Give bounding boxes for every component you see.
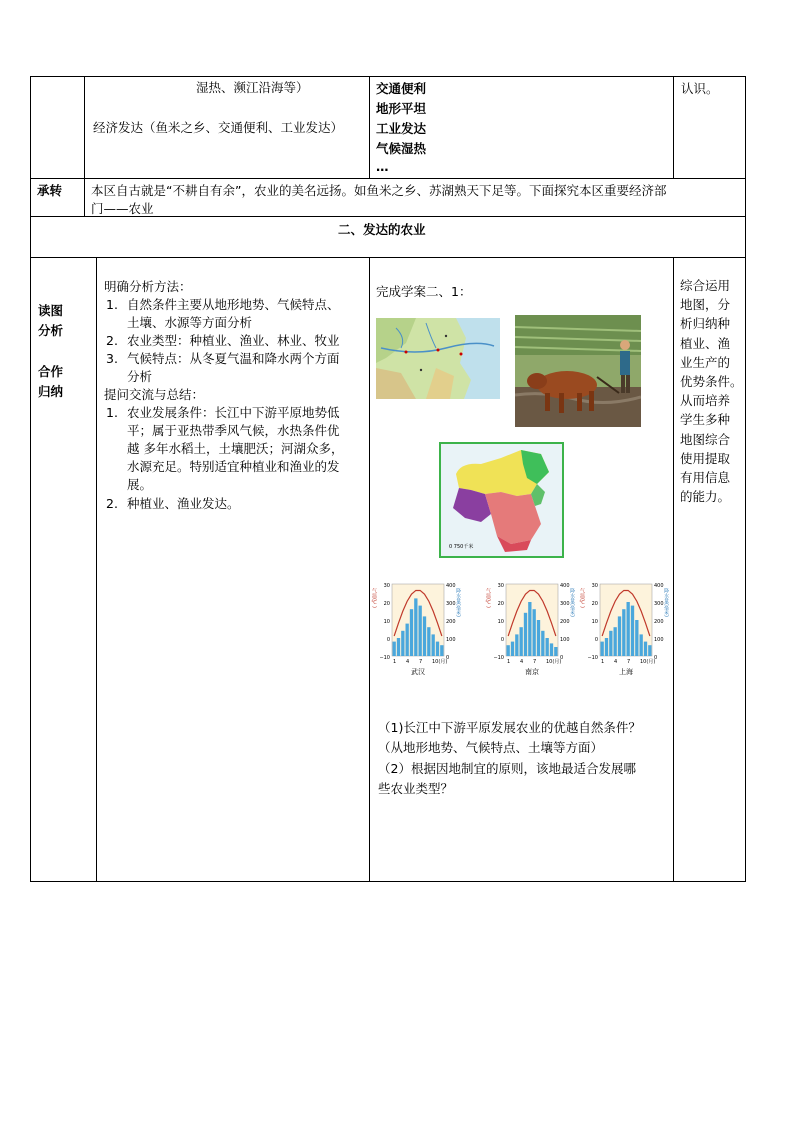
method-num: 3. bbox=[106, 351, 118, 366]
temp-tick-label: 10 bbox=[383, 619, 390, 625]
temp-tick-label: 30 bbox=[497, 583, 504, 589]
precip-bar bbox=[640, 634, 643, 656]
month-tick-label: 1 bbox=[393, 659, 397, 665]
temp-tick-label: 0 bbox=[594, 637, 598, 643]
precip-bar bbox=[440, 645, 443, 656]
temp-tick-label: 0 bbox=[386, 637, 390, 643]
precip-bar bbox=[427, 627, 430, 656]
precip-tick-label: 200 bbox=[446, 619, 456, 625]
month-tick-label: 10(月) bbox=[546, 659, 562, 665]
temp-tick-label: 20 bbox=[591, 601, 598, 607]
goal-line: 从而培养 bbox=[680, 393, 731, 409]
precip-tick-label: 100 bbox=[654, 637, 664, 643]
summary-line: 种植业、渔业发达。 bbox=[127, 496, 240, 511]
goal-line: 学生多种 bbox=[680, 412, 731, 428]
method-title: 明确分析方法： bbox=[104, 279, 192, 294]
method-line: 气候特点：从冬夏气温和降水两个方面 bbox=[127, 351, 340, 366]
precip-bar bbox=[432, 634, 435, 656]
precip-axis-label: 降水量(毫米) bbox=[569, 588, 575, 617]
method-line: 分析 bbox=[127, 369, 153, 384]
temp-tick-label: −10 bbox=[493, 655, 504, 661]
method-line: 自然条件主要从地形地势、气候特点、 bbox=[127, 297, 340, 312]
precip-bar bbox=[546, 638, 549, 656]
goal-line: 地图，分 bbox=[680, 297, 731, 313]
temp-tick-label: −10 bbox=[379, 655, 390, 661]
precip-bar bbox=[507, 645, 510, 656]
method-line: 农业类型：种植业、渔业、林业、牧业 bbox=[127, 333, 340, 348]
precip-bar bbox=[414, 598, 417, 656]
precip-bar bbox=[622, 609, 625, 656]
temp-tick-label: 10 bbox=[497, 619, 504, 625]
temp-tick-label: 20 bbox=[383, 601, 390, 607]
precip-bar bbox=[528, 602, 531, 656]
transition-text-line2: 门——农业 bbox=[91, 201, 154, 216]
precip-tick-label: 300 bbox=[654, 601, 664, 607]
map-scale: 0 750千米 bbox=[449, 544, 474, 550]
city-label: 武汉 bbox=[411, 668, 425, 676]
summary-line: 水源充足。特别适宜种植业和渔业的发 bbox=[127, 459, 340, 474]
month-tick-label: 7 bbox=[419, 659, 423, 665]
farming-photo bbox=[515, 315, 641, 427]
climate-chart bbox=[484, 580, 576, 680]
temp-tick-label: 0 bbox=[500, 637, 504, 643]
month-tick-label: 4 bbox=[520, 659, 524, 665]
precip-tick-label: 0 bbox=[560, 655, 564, 661]
temp-axis-label: 气温(℃) bbox=[485, 588, 491, 608]
temp-tick-label: 10 bbox=[591, 619, 598, 625]
temp-tick-label: −10 bbox=[587, 655, 598, 661]
city-label: 上海 bbox=[619, 668, 633, 676]
precip-bar bbox=[537, 620, 540, 656]
month-tick-label: 4 bbox=[614, 659, 618, 665]
summary-line: 平；属于亚热带季风气候，水热条件优 bbox=[127, 423, 340, 438]
precip-axis-label: 降水量(毫米) bbox=[663, 588, 669, 617]
transition-text-line1: 本区自古就是“不耕自有余”，农业的美名远扬。如鱼米之乡、苏湖熟天下足等。下面探究本区重要经济部 bbox=[91, 183, 667, 198]
city-label: 南京 bbox=[525, 668, 539, 676]
month-tick-label: 10(月) bbox=[432, 659, 448, 665]
temp-tick-label: 30 bbox=[383, 583, 390, 589]
precip-bar bbox=[419, 606, 422, 656]
precip-bar bbox=[511, 642, 514, 656]
top-col3-line: 地形平坦 bbox=[376, 101, 427, 116]
summary-title: 提问交流与总结： bbox=[104, 387, 205, 402]
precip-bar bbox=[644, 642, 647, 656]
question-line: （2）根据因地制宜的原则，该地最适合发展哪 bbox=[378, 761, 636, 776]
precip-tick-label: 400 bbox=[446, 583, 456, 589]
precip-tick-label: 200 bbox=[654, 619, 664, 625]
row-label: 合作 bbox=[38, 364, 64, 379]
climate-chart bbox=[370, 580, 462, 680]
precip-bar bbox=[635, 620, 638, 656]
goal-line: 综合运用 bbox=[680, 278, 731, 293]
precip-bar bbox=[406, 624, 409, 656]
question-line: （1)长江中下游平原发展农业的优越自然条件？ bbox=[378, 720, 641, 735]
precip-bar bbox=[605, 638, 608, 656]
precip-tick-label: 400 bbox=[560, 583, 570, 589]
goal-line: 有用信息 bbox=[680, 470, 731, 485]
precip-bar bbox=[609, 631, 612, 656]
precip-bar bbox=[520, 627, 523, 656]
summary-line: 展。 bbox=[127, 477, 153, 492]
month-tick-label: 4 bbox=[406, 659, 410, 665]
precip-bar bbox=[618, 616, 621, 656]
question-line: （从地形地势、气候特点、土壤等方面） bbox=[378, 740, 604, 755]
section-header: 二、发达的农业 bbox=[338, 222, 426, 237]
row-label: 分析 bbox=[38, 323, 64, 338]
month-tick-label: 7 bbox=[627, 659, 631, 665]
precip-tick-label: 300 bbox=[446, 601, 456, 607]
top-col3-line: 交通便利 bbox=[376, 81, 427, 96]
top-col3-line: … bbox=[376, 159, 389, 174]
precip-bar bbox=[614, 627, 617, 656]
transition-label: 承转 bbox=[37, 183, 63, 198]
row-label: 归纳 bbox=[38, 384, 64, 399]
row-label: 读图 bbox=[38, 303, 64, 318]
summary-num: 2. bbox=[106, 496, 118, 511]
precip-bar bbox=[524, 613, 527, 656]
goal-line: 使用提取 bbox=[680, 450, 731, 466]
climate-chart bbox=[578, 580, 670, 680]
temp-axis-label: 气温(℃) bbox=[371, 588, 377, 608]
precip-tick-label: 0 bbox=[654, 655, 658, 661]
precip-bar bbox=[533, 609, 536, 656]
precip-bar bbox=[601, 642, 604, 656]
goal-line: 优势条件。 bbox=[680, 374, 743, 389]
temp-tick-label: 30 bbox=[591, 583, 598, 589]
method-line: 土壤、水源等方面分析 bbox=[127, 315, 253, 330]
precip-bar bbox=[397, 638, 400, 656]
task-title: 完成学案二、1： bbox=[376, 284, 472, 299]
precip-bar bbox=[554, 647, 557, 656]
precip-bar bbox=[410, 609, 413, 656]
top-col3-line: 气候湿热 bbox=[376, 141, 427, 156]
month-tick-label: 1 bbox=[507, 659, 511, 665]
precip-bar bbox=[648, 645, 651, 656]
goal-line: 植业、渔 bbox=[680, 335, 731, 351]
precip-bar bbox=[401, 631, 404, 656]
top-col2-line1: 湿热、濒江沿海等） bbox=[196, 80, 309, 95]
goal-line: 业生产的 bbox=[680, 354, 731, 370]
precip-tick-label: 300 bbox=[560, 601, 570, 607]
precip-bar bbox=[541, 631, 544, 656]
method-num: 2. bbox=[106, 333, 118, 348]
summary-line: 农业发展条件：长江中下游平原地势低 bbox=[127, 405, 340, 420]
summary-num: 1. bbox=[106, 405, 118, 420]
precip-bar bbox=[423, 616, 426, 656]
china-climate-map bbox=[439, 442, 564, 558]
precip-tick-label: 200 bbox=[560, 619, 570, 625]
precip-bar bbox=[515, 634, 518, 656]
goal-line: 的能力。 bbox=[680, 489, 731, 505]
top-col2-line2: 经济发达（鱼米之乡、交通便利、工业发达） bbox=[93, 120, 344, 135]
precip-tick-label: 0 bbox=[446, 655, 450, 661]
summary-line: 越 多年水稻土，土壤肥沃；河湖众多， bbox=[127, 441, 344, 456]
precip-bar bbox=[436, 642, 439, 656]
temp-tick-label: 20 bbox=[497, 601, 504, 607]
top-col4-text: 认识。 bbox=[681, 81, 719, 96]
month-tick-label: 10(月) bbox=[640, 659, 656, 665]
precip-tick-label: 400 bbox=[654, 583, 664, 589]
temp-axis-label: 气温(℃) bbox=[579, 588, 585, 608]
precip-tick-label: 100 bbox=[560, 637, 570, 643]
precip-tick-label: 100 bbox=[446, 637, 456, 643]
month-tick-label: 1 bbox=[601, 659, 605, 665]
goal-line: 地图综合 bbox=[680, 431, 731, 447]
precip-bar bbox=[631, 606, 634, 656]
question-line: 些农业类型？ bbox=[378, 781, 454, 796]
precip-bar bbox=[627, 602, 630, 656]
precip-bar bbox=[550, 643, 553, 656]
precip-axis-label: 降水量(毫米) bbox=[455, 588, 461, 617]
precip-bar bbox=[393, 642, 396, 656]
terrain-map-image bbox=[376, 318, 500, 399]
goal-line: 析归纳种 bbox=[680, 316, 731, 332]
method-num: 1. bbox=[106, 297, 118, 312]
month-tick-label: 7 bbox=[533, 659, 537, 665]
top-col3-line: 工业发达 bbox=[376, 121, 427, 136]
